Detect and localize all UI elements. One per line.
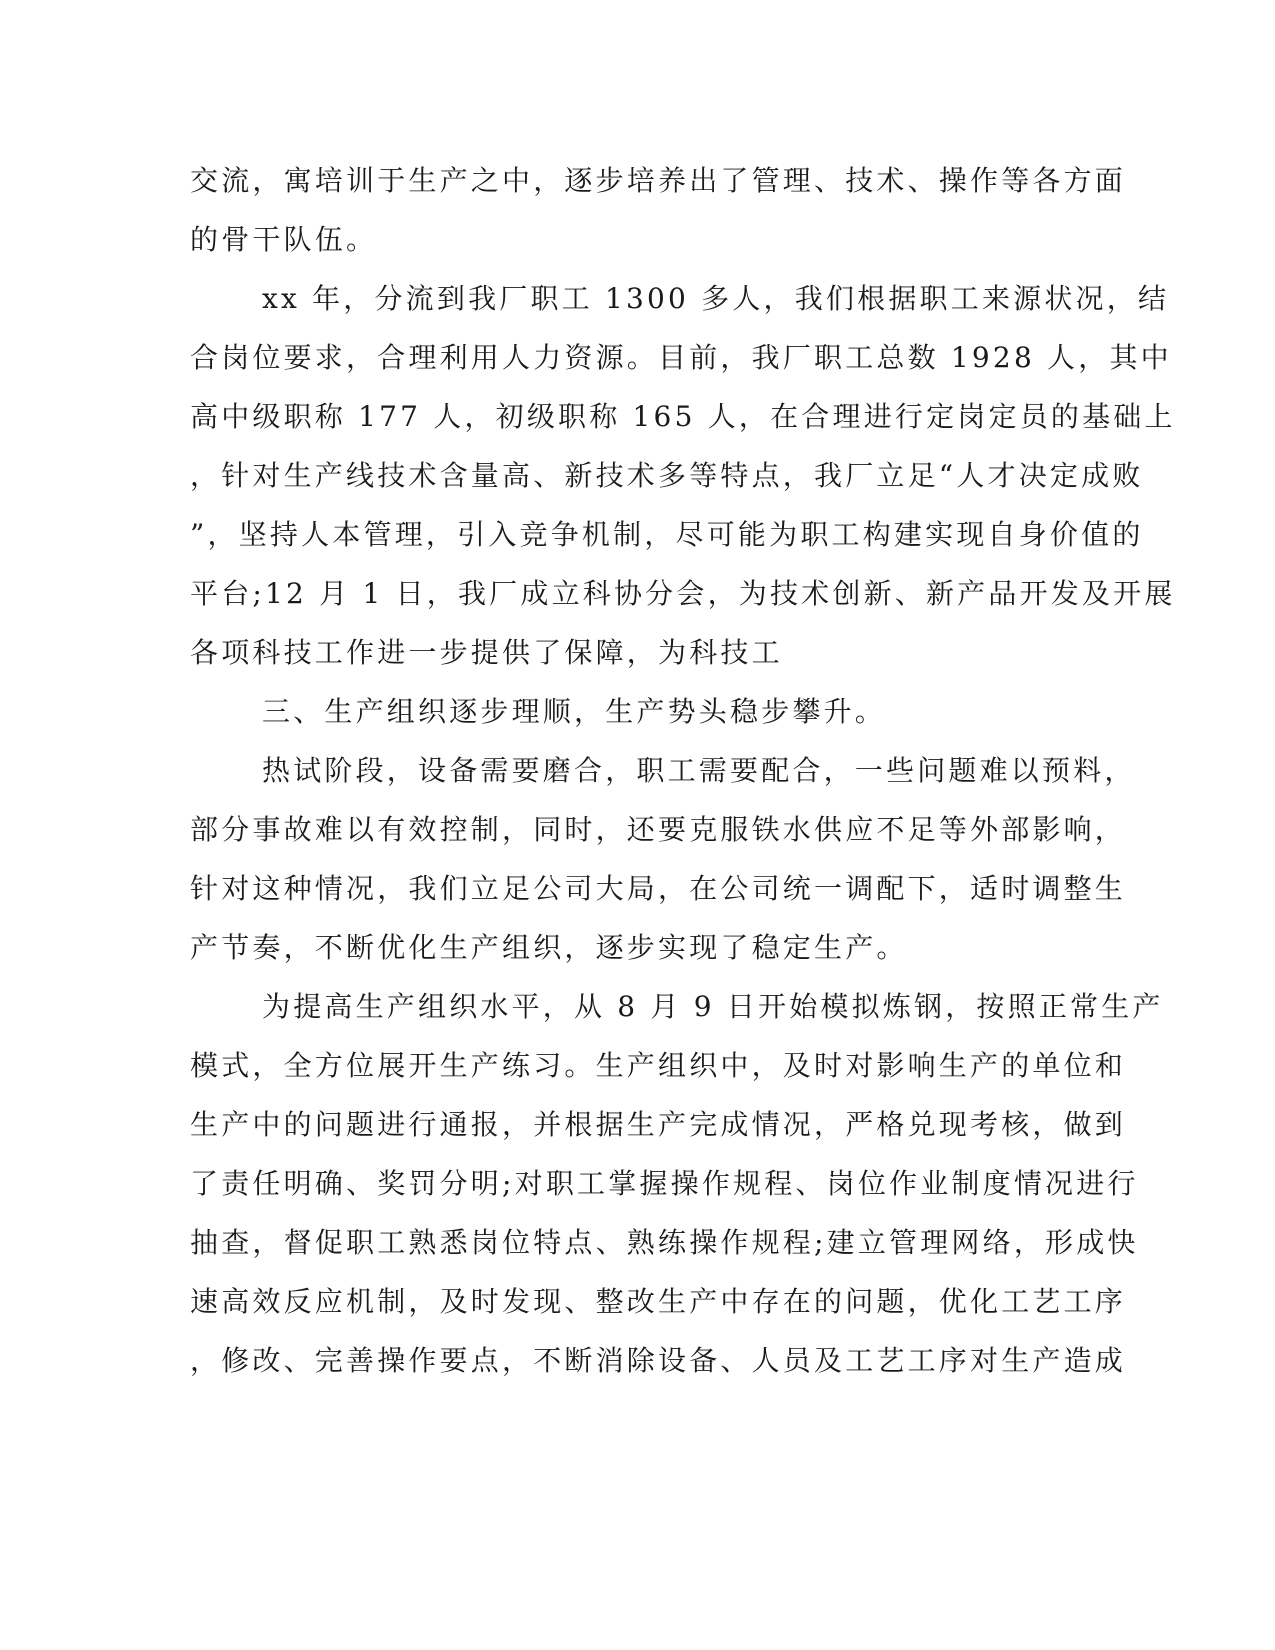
text-line: 生产中的问题进行通报，并根据生产完成情况，严格兑现考核，做到 xyxy=(190,1108,1127,1141)
text-line: 速高效反应机制，及时发现、整改生产中存在的问题，优化工艺工序 xyxy=(190,1285,1127,1318)
text-line: 产节奏，不断优化生产组织，逐步实现了稳定生产。 xyxy=(190,931,908,964)
section-heading: 三、生产组织逐步理顺，生产势头稳步攀升。 xyxy=(262,695,887,728)
text-line: 交流，寓培训于生产之中，逐步培养出了管理、技术、操作等各方面 xyxy=(190,164,1127,197)
text-line: ”，坚持人本管理，引入竞争机制，尽可能为职工构建实现自身价值的 xyxy=(190,518,1144,551)
text-line: ，修改、完善操作要点，不断消除设备、人员及工艺工序对生产造成 xyxy=(190,1344,1127,1377)
text-line: ，针对生产线技术含量高、新技术多等特点，我厂立足“人才决定成败 xyxy=(190,459,1144,492)
text-line: 各项科技工作进一步提供了保障，为科技工 xyxy=(190,636,783,669)
text-line: 为提高生产组织水平，从 8 月 9 日开始模拟炼钢，按照正常生产 xyxy=(262,990,1164,1023)
text-line: 热试阶段，设备需要磨合，职工需要配合，一些问题难以预料， xyxy=(262,754,1136,787)
text-line: 模式，全方位展开生产练习。生产组织中，及时对影响生产的单位和 xyxy=(190,1049,1127,1082)
text-line: 高中级职称 177 人，初级职称 165 人，在合理进行定岗定员的基础上 xyxy=(190,400,1176,433)
text-line: 针对这种情况，我们立足公司大局，在公司统一调配下，适时调整生 xyxy=(190,872,1127,905)
text-line: 平台;12 月 1 日，我厂成立科协分会，为技术创新、新产品开发及开展 xyxy=(190,577,1176,610)
text-line: 抽查，督促职工熟悉岗位特点、熟练操作规程;建立管理网络，形成快 xyxy=(190,1226,1139,1259)
text-line: 的骨干队伍。 xyxy=(190,223,378,256)
text-line: xx 年，分流到我厂职工 1300 多人，我们根据职工来源状况，结 xyxy=(262,282,1170,315)
text-line: 合岗位要求，合理利用人力资源。目前，我厂职工总数 1928 人，其中 xyxy=(190,341,1172,374)
text-line: 部分事故难以有效控制，同时，还要克服铁水供应不足等外部影响， xyxy=(190,813,1127,846)
text-line: 了责任明确、奖罚分明;对职工掌握操作规程、岗位作业制度情况进行 xyxy=(190,1167,1139,1200)
